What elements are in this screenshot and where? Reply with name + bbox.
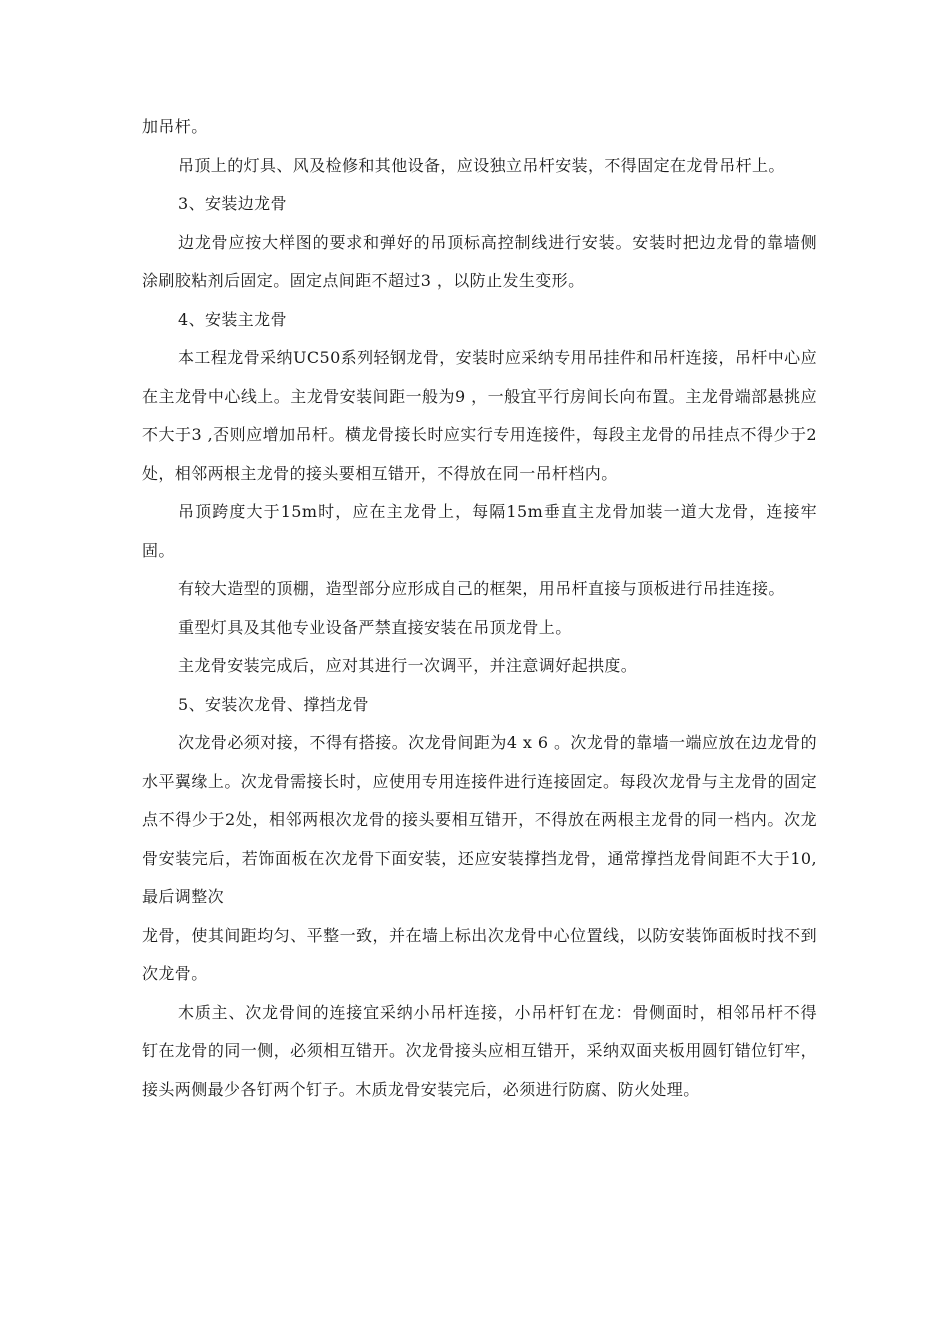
paragraph-heavy-fixtures: 重型灯具及其他专业设备严禁直接安装在吊顶龙骨上。: [178, 617, 572, 637]
paragraph-large-ceiling: 有较大造型的顶棚，造型部分应形成自己的框架，用吊杆直接与顶板进行吊挂连接。: [178, 579, 785, 598]
paragraph-secondary-keel-continued: 龙骨，使其间距均匀、平整一致，并在墙上标出次龙骨中心位置线，以防安装饰面板时找不到次龙骨。: [142, 925, 817, 983]
document-page: [142, 108, 817, 1109]
paragraph-main-keel: 本工程龙骨采纳UC50系列轻钢龙骨，安装时应采纳专用吊挂件和吊杆连接，吊杆中心应在主龙骨中心线上。主龙骨安装间距一般为9 ，一般宜平行房间长向布置。主龙骨端部悬挑应不大于3 ,否则应增加吊杆。横龙骨接长时应实行专用连接件，每段主龙骨的吊挂点不得少于2处，相邻两根主龙骨的接头要相互错开，不得放在同一吊杆档内。: [142, 348, 817, 483]
paragraph-leveling: 主龙骨安装完成后，应对其进行一次调平，并注意调好起拱度。: [178, 656, 638, 675]
section-heading-4: 4、安装主龙骨: [178, 309, 287, 329]
paragraph-continuation: 加吊杆。: [142, 117, 208, 136]
paragraph-edge-keel: 边龙骨应按大样图的要求和弹好的吊顶标高控制线进行安装。安装时把边龙骨的靠墙侧涂刷胶粘剂后固定。固定点间距不超过3 ，以防止发生变形。: [142, 232, 817, 290]
paragraph-span: 吊顶跨度大于15m时，应在主龙骨上，每隔15m垂直主龙骨加装一道大龙骨，连接牢固。: [142, 502, 817, 560]
paragraph-equipment-hangers: 吊顶上的灯具、风及检修和其他设备，应设独立吊杆安装，不得固定在龙骨吊杆上。: [178, 155, 785, 175]
section-heading-5: 5、安装次龙骨、撑挡龙骨: [178, 694, 369, 714]
paragraph-secondary-keel: 次龙骨必须对接，不得有搭接。次龙骨间距为4 x 6 。次龙骨的靠墙一端应放在边龙骨的水平翼缘上。次龙骨需接长时，应使用专用连接件进行连接固定。每段次龙骨与主龙骨的固定点不得少于2处，相邻两根次龙骨的接头要相互错开，不得放在两根主龙骨的同一档内。次龙骨安装完后，若饰面板在次龙骨下面安装，还应安装撑挡龙骨，通常撑挡龙骨间距不大于10,最后调整次: [142, 733, 817, 906]
section-heading-3: 3、安装边龙骨: [178, 194, 287, 213]
paragraph-wood-keel: 木质主、次龙骨间的连接宜采纳小吊杆连接，小吊杆钉在龙：骨侧面时，相邻吊杆不得钉在龙骨的同一侧，必须相互错开。次龙骨接头应相互错开，采纳双面夹板用圆钉错位钉牢，接头两侧最少各钉两个钉子。木质龙骨安装完后，必须进行防腐、防火处理。: [142, 1002, 817, 1099]
